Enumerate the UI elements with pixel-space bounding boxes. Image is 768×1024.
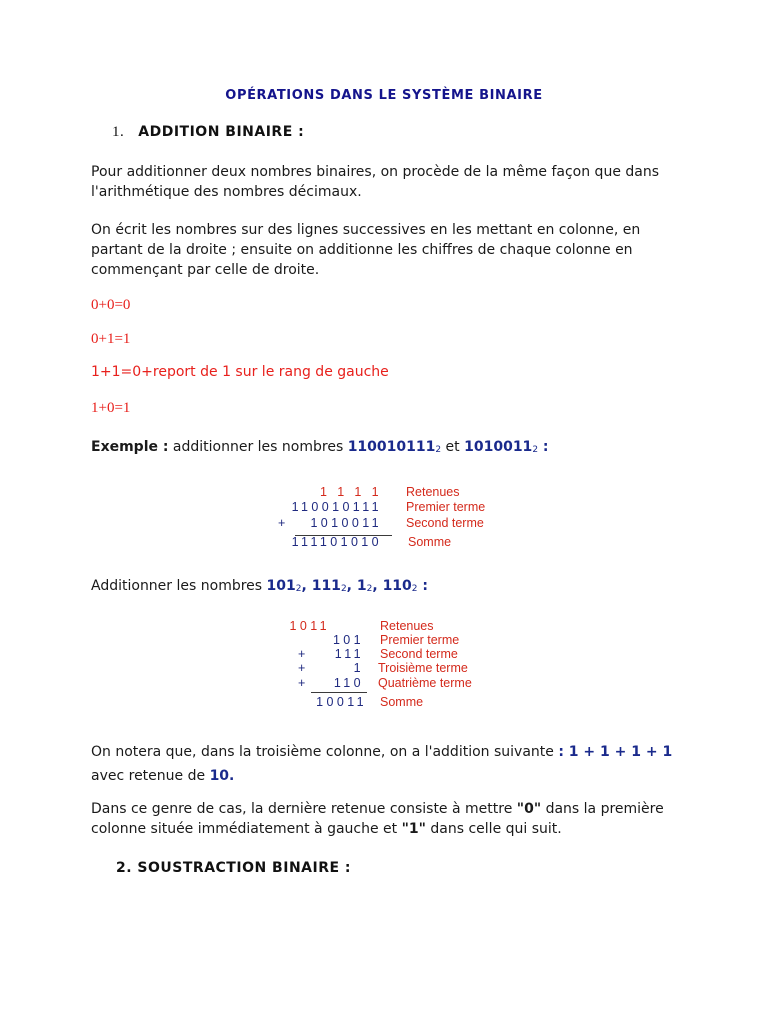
table-digits: 1 1 1 1: [319, 485, 382, 499]
table-digits: 101: [332, 633, 364, 647]
example-line: Exemple : additionner les nombres $110010111_2$ et $1010011_2$ :: [91, 439, 549, 455]
table-digits: 110: [333, 676, 364, 690]
table-label: Somme: [380, 695, 424, 709]
expression: : 1 + 1 + 1 + 1: [558, 744, 673, 760]
section-heading-addition: [112, 124, 304, 141]
rule-line: 1+1=0+report de 1 sur le rang de gauche: [91, 364, 389, 380]
table-label: Second terme: [406, 516, 484, 530]
binary-number: 110010111: [347, 439, 436, 455]
addition2-line: Additionner les nombres $101_2$, $111_2$, $1_2$, $110_2$ :: [91, 578, 429, 594]
section-number: 1.: [112, 124, 125, 140]
paragraph-intro: Pour additionner deux nombres binaires, on procède de la même façon que dans l'arithmétique des nombres décimaux.: [91, 164, 660, 200]
section-heading-subtraction: 2. SOUSTRACTION BINAIRE :: [116, 860, 352, 876]
binary-number: 110: [382, 578, 412, 594]
page-title: OPÉRATIONS DANS LE SYSTÈME BINAIRE: [225, 88, 543, 103]
rule-line: 0+0=0: [91, 297, 131, 313]
paragraph-method: On écrit les nombres sur des lignes successives en les mettant en colonne, en partant de la droite ; ensuite on additionne les chiffres de chaque colonne en commençant par celle de droite.: [91, 222, 641, 278]
table-label: Premier terme: [380, 633, 460, 647]
binary-number: 1: [356, 578, 367, 594]
addition-table-2: [0, 618, 768, 714]
section-label: ADDITION BINAIRE :: [138, 124, 305, 140]
sum-rule: [311, 692, 367, 693]
plus-sign: +: [278, 516, 286, 530]
example-label: Exemple :: [91, 439, 169, 455]
table-label: Second terme: [380, 647, 458, 661]
note-third-column: On notera que, dans la troisième colonne, on a l'addition suivante : 1 + 1 + 1 + 1 avec retenue de 10.: [91, 744, 673, 784]
table-label: Troisième terme: [378, 661, 468, 675]
table-label: Premier terme: [406, 500, 486, 514]
table-digits: 111: [334, 647, 364, 661]
table-digits: 110010111: [291, 500, 382, 514]
rule-line: 0+1=1: [91, 331, 131, 347]
binary-number: 1010011: [464, 439, 533, 455]
addition-table-1: [0, 484, 768, 554]
table-label: Quatrième terme: [378, 676, 472, 690]
carry-value: 10: [209, 768, 230, 784]
note-carry: Dans ce genre de cas, la dernière retenue consiste à mettre "0" dans la première colonne située immédiatement à gauche et "1" dans celle qui suit.: [91, 801, 664, 837]
table-digits: 10011: [316, 695, 367, 709]
table-label: Somme: [408, 535, 452, 549]
table-label: Retenues: [406, 485, 460, 499]
table-digits: 1010011: [310, 516, 382, 530]
table-label: Retenues: [380, 619, 434, 633]
table-digits: 1011: [289, 619, 330, 633]
binary-number: 101: [266, 578, 296, 594]
rule-line: 1+0=1: [91, 400, 131, 416]
binary-number: 111: [311, 578, 341, 594]
table-digits: 1: [353, 661, 364, 675]
plus-sign: +: [298, 661, 306, 675]
table-digits: 111101010: [291, 535, 382, 549]
plus-sign: +: [298, 647, 306, 661]
plus-sign: +: [298, 676, 306, 690]
